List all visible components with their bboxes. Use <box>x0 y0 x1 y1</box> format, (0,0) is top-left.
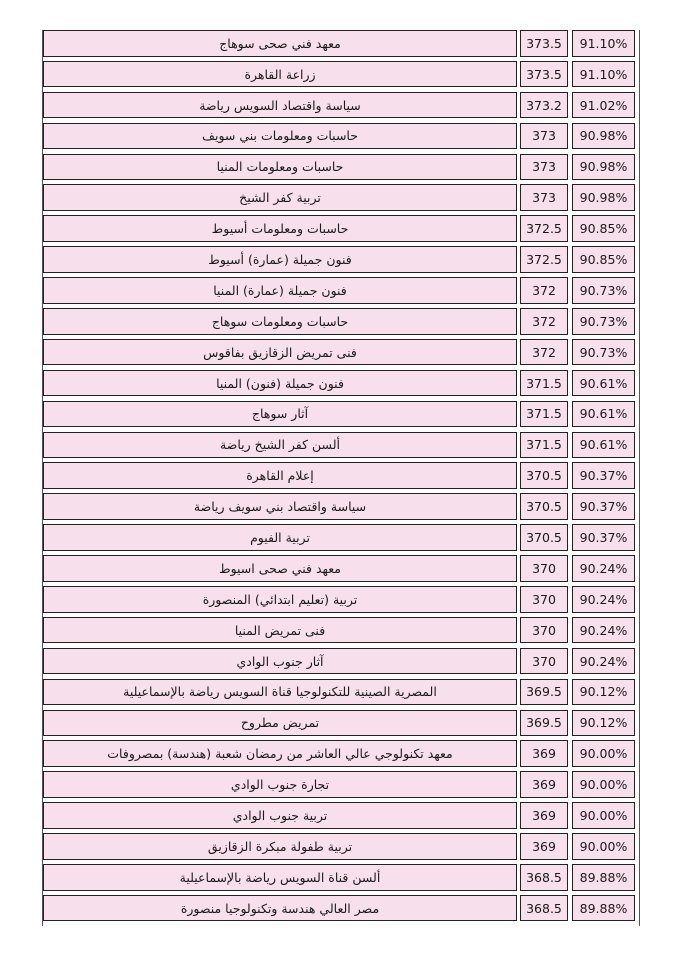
faculty-name-cell: تربية طفولة مبكرة الزقازيق <box>43 833 517 860</box>
percent-cell: 90.61% <box>572 370 635 397</box>
table-row <box>43 864 639 891</box>
score-cell: 372 <box>520 308 568 335</box>
score-cell: 369 <box>520 802 568 829</box>
table-row <box>43 895 639 922</box>
table-row <box>43 92 639 119</box>
score-cell: 369 <box>520 740 568 767</box>
table-row <box>43 802 639 829</box>
percent-cell: 90.37% <box>572 462 635 489</box>
table-row <box>43 833 639 860</box>
percent-cell: 91.02% <box>572 92 635 119</box>
faculty-name-cell: تربية (تعليم ابتدائي) المنصورة <box>43 586 517 613</box>
score-cell: 373 <box>520 123 568 150</box>
table-row <box>43 277 639 304</box>
percent-cell: 90.24% <box>572 648 635 675</box>
faculty-name-cell: إعلام القاهرة <box>43 462 517 489</box>
faculty-name-cell: تمريض مطروح <box>43 710 517 737</box>
score-cell: 369.5 <box>520 679 568 706</box>
faculty-name-cell: تربية كفر الشيخ <box>43 184 517 211</box>
percent-cell: 90.37% <box>572 493 635 520</box>
percent-cell: 89.88% <box>572 895 635 922</box>
faculty-name-cell: سياسة واقتصاد السويس رياضة <box>43 92 517 119</box>
percent-cell: 90.00% <box>572 740 635 767</box>
faculty-name-cell: حاسبات ومعلومات المنيا <box>43 154 517 181</box>
admissions-table <box>42 30 640 926</box>
score-cell: 369 <box>520 771 568 798</box>
table-row <box>43 61 639 88</box>
faculty-name-cell: حاسبات ومعلومات سوهاج <box>43 308 517 335</box>
percent-cell: 90.12% <box>572 710 635 737</box>
table-row <box>43 617 639 644</box>
faculty-name-cell: فنون جميلة (عمارة) المنيا <box>43 277 517 304</box>
faculty-name-cell: حاسبات ومعلومات بني سويف <box>43 123 517 150</box>
faculty-name-cell: معهد فني صحى سوهاج <box>43 30 517 57</box>
percent-cell: 90.73% <box>572 308 635 335</box>
score-cell: 373 <box>520 184 568 211</box>
score-cell: 371.5 <box>520 432 568 459</box>
score-cell: 370 <box>520 617 568 644</box>
score-cell: 370 <box>520 555 568 582</box>
faculty-name-cell: مصر العالي هندسة وتكنولوجيا منصورة <box>43 895 517 922</box>
percent-cell: 90.00% <box>572 802 635 829</box>
percent-cell: 90.24% <box>572 617 635 644</box>
table-row <box>43 370 639 397</box>
score-cell: 368.5 <box>520 864 568 891</box>
faculty-name-cell: فنون جميلة (فنون) المنيا <box>43 370 517 397</box>
percent-cell: 90.73% <box>572 277 635 304</box>
score-cell: 370 <box>520 648 568 675</box>
table-row <box>43 555 639 582</box>
score-cell: 373.5 <box>520 61 568 88</box>
percent-cell: 90.37% <box>572 524 635 551</box>
score-cell: 370.5 <box>520 462 568 489</box>
score-cell: 369.5 <box>520 710 568 737</box>
percent-cell: 90.98% <box>572 184 635 211</box>
percent-cell: 90.85% <box>572 215 635 242</box>
percent-cell: 91.10% <box>572 30 635 57</box>
score-cell: 373 <box>520 154 568 181</box>
table-row <box>43 30 639 57</box>
table-row <box>43 771 639 798</box>
faculty-name-cell: معهد تكنولوجي عالي العاشر من رمضان شعبة (هندسة) بمصروفات <box>43 740 517 767</box>
table-row <box>43 246 639 273</box>
percent-cell: 90.98% <box>572 154 635 181</box>
table-row <box>43 679 639 706</box>
faculty-name-cell: فنون جميلة (عمارة) أسيوط <box>43 246 517 273</box>
score-cell: 371.5 <box>520 370 568 397</box>
table-row <box>43 710 639 737</box>
table-row <box>43 215 639 242</box>
table-row <box>43 740 639 767</box>
score-cell: 372.5 <box>520 246 568 273</box>
faculty-name-cell: حاسبات ومعلومات أسيوط <box>43 215 517 242</box>
faculty-name-cell: تربية الفيوم <box>43 524 517 551</box>
faculty-name-cell: تجارة جنوب الوادي <box>43 771 517 798</box>
score-cell: 373.5 <box>520 30 568 57</box>
faculty-name-cell: ألسن قناة السويس رياضة بالإسماعيلية <box>43 864 517 891</box>
score-cell: 370.5 <box>520 524 568 551</box>
percent-cell: 90.24% <box>572 555 635 582</box>
percent-cell: 90.61% <box>572 401 635 428</box>
percent-cell: 90.00% <box>572 833 635 860</box>
percent-cell: 90.85% <box>572 246 635 273</box>
faculty-name-cell: آثار جنوب الوادي <box>43 648 517 675</box>
score-cell: 370.5 <box>520 493 568 520</box>
score-cell: 372 <box>520 339 568 366</box>
percent-cell: 90.12% <box>572 679 635 706</box>
table-row <box>43 432 639 459</box>
percent-cell: 90.61% <box>572 432 635 459</box>
faculty-name-cell: فنى تمريض المنيا <box>43 617 517 644</box>
percent-cell: 90.73% <box>572 339 635 366</box>
faculty-name-cell: تربية جنوب الوادي <box>43 802 517 829</box>
table-row <box>43 308 639 335</box>
faculty-name-cell: آثار سوهاج <box>43 401 517 428</box>
percent-cell: 90.24% <box>572 586 635 613</box>
score-cell: 368.5 <box>520 895 568 922</box>
table-row <box>43 524 639 551</box>
table-row <box>43 154 639 181</box>
faculty-name-cell: المصرية الصينية للتكنولوجيا قناة السويس رياضة بالإسماعيلية <box>43 679 517 706</box>
table-row <box>43 648 639 675</box>
percent-cell: 89.88% <box>572 864 635 891</box>
table-row <box>43 462 639 489</box>
percent-cell: 91.10% <box>572 61 635 88</box>
score-cell: 372.5 <box>520 215 568 242</box>
score-cell: 370 <box>520 586 568 613</box>
table-row <box>43 123 639 150</box>
faculty-name-cell: فنى تمريض الزقازيق بفاقوس <box>43 339 517 366</box>
table-row <box>43 401 639 428</box>
score-cell: 369 <box>520 833 568 860</box>
table-row <box>43 184 639 211</box>
percent-cell: 90.00% <box>572 771 635 798</box>
table-row <box>43 493 639 520</box>
faculty-name-cell: معهد فني صحى اسيوط <box>43 555 517 582</box>
faculty-name-cell: زراعة القاهرة <box>43 61 517 88</box>
table-row <box>43 339 639 366</box>
faculty-name-cell: سياسة واقتصاد بني سويف رياضة <box>43 493 517 520</box>
percent-cell: 90.98% <box>572 123 635 150</box>
score-cell: 373.2 <box>520 92 568 119</box>
table-row <box>43 586 639 613</box>
score-cell: 372 <box>520 277 568 304</box>
score-cell: 371.5 <box>520 401 568 428</box>
faculty-name-cell: ألسن كفر الشيخ رياضة <box>43 432 517 459</box>
